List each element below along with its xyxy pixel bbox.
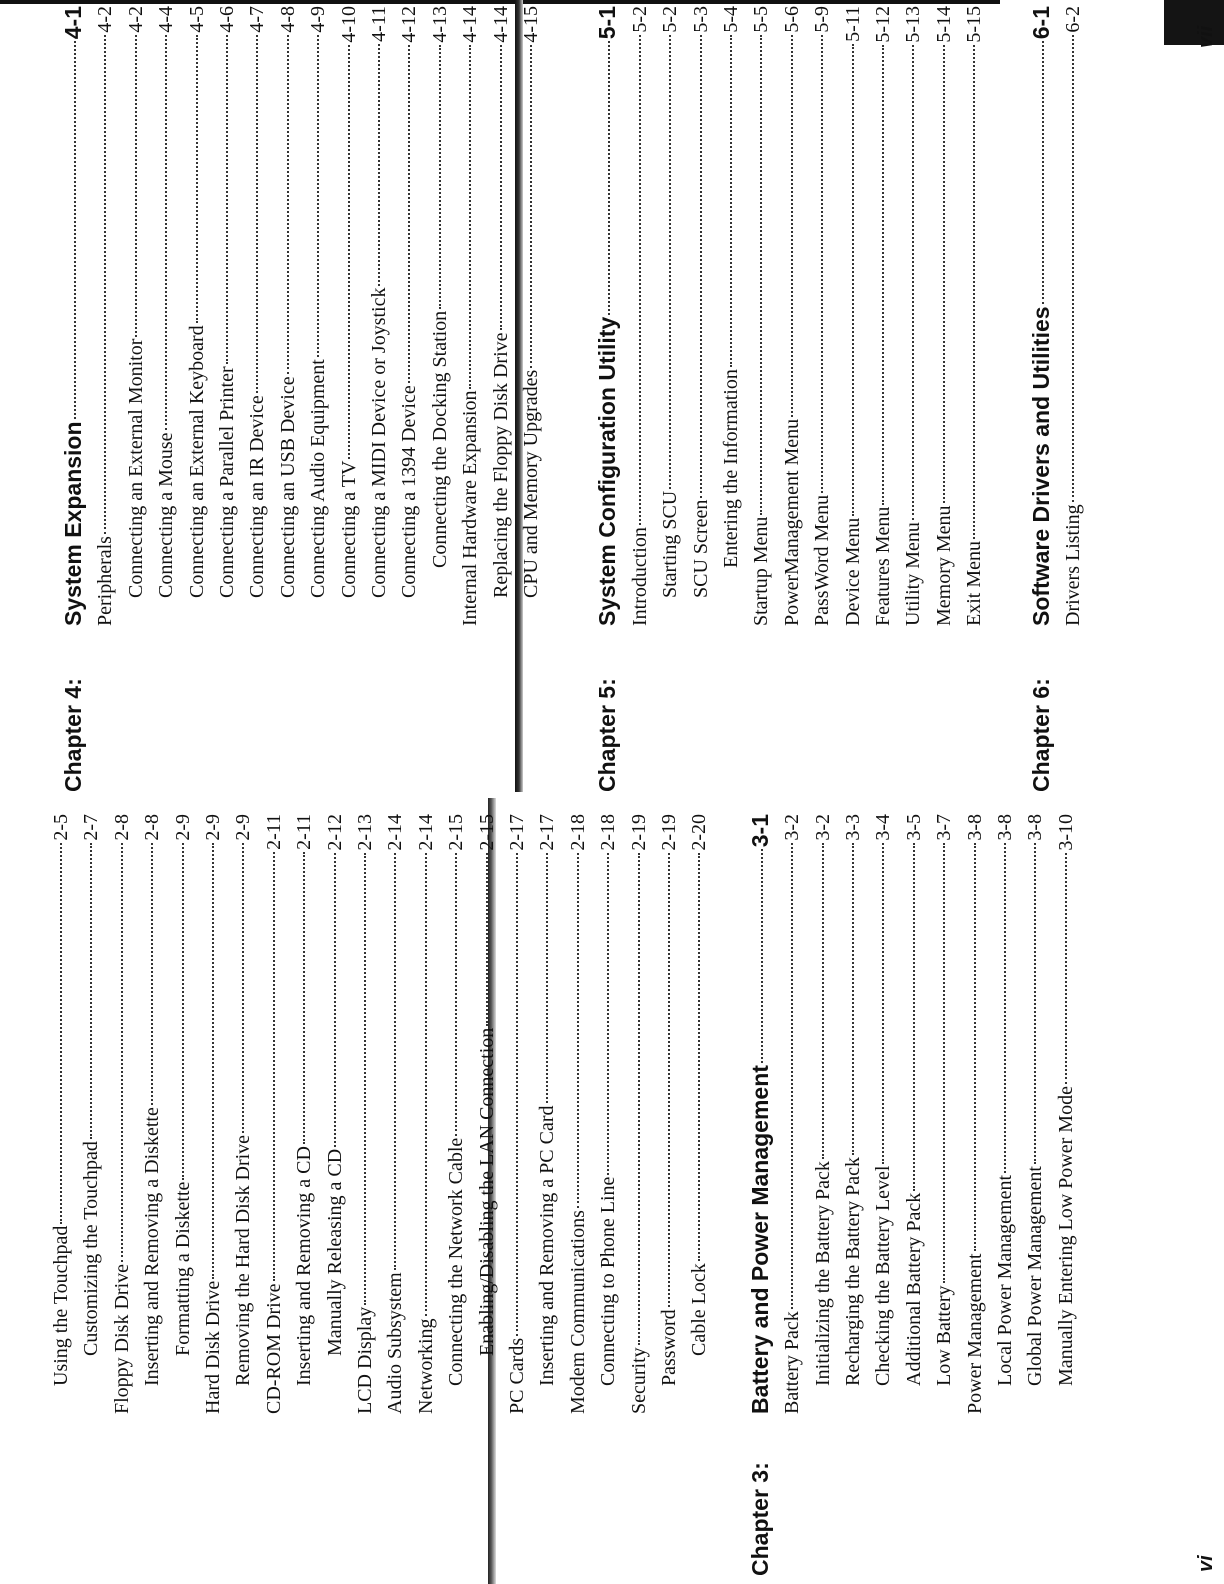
toc-page-number: 4-6 (216, 6, 238, 33)
toc-page-number: 2-17 (536, 814, 559, 851)
toc-entry (182, 6, 212, 598)
toc-page-number: 6-2 (1062, 6, 1084, 33)
dot-leader (74, 41, 76, 419)
dot-leader (242, 843, 244, 1133)
dot-leader (439, 45, 441, 309)
dot-leader (668, 853, 670, 1308)
dot-leader (530, 45, 532, 368)
toc-chapter-entry (745, 814, 775, 1414)
toc-entry-title: Power Management (963, 1253, 986, 1414)
toc-entry (655, 6, 685, 598)
dot-leader (287, 35, 289, 375)
dot-leader (1034, 843, 1036, 1164)
toc-page-number: 3-3 (842, 814, 864, 841)
toc-page-number: 3-8 (963, 814, 986, 841)
dot-leader (882, 45, 884, 505)
toc-entry-title: Enabling/Disabling the LAN Connection (475, 1027, 498, 1356)
toc-entry (289, 814, 319, 1386)
dot-leader (151, 843, 153, 1106)
chapter-label: Chapter 3: (746, 1462, 773, 1576)
toc-entry-title: Connecting the Network Cable (445, 1137, 468, 1386)
toc-entry-title: System Expansion (60, 421, 86, 626)
chapter-label: Chapter 5: (594, 678, 621, 792)
toc-page-number: 4-4 (155, 6, 178, 33)
toc-page-number: 3-4 (872, 814, 895, 841)
toc-entry (107, 814, 137, 1414)
toc-page-number: 3-10 (1054, 814, 1077, 851)
dot-leader (425, 853, 427, 1317)
toc-page-number: 2-20 (688, 814, 711, 851)
dot-leader (408, 45, 410, 384)
toc-entry-title: Initializing the Battery Pack (811, 1161, 834, 1386)
toc-entry (76, 814, 106, 1356)
dot-leader (516, 853, 518, 1336)
toc-entry (303, 6, 333, 598)
toc-entry (168, 814, 198, 1356)
toc-page-number: 5-14 (932, 6, 955, 43)
toc-page-number: 5-3 (689, 6, 712, 33)
dot-leader (943, 45, 945, 504)
dot-leader (577, 853, 579, 1208)
toc-entry-title: Connecting an External Keyboard (185, 325, 208, 598)
toc-page-number: 2-18 (597, 814, 620, 851)
toc-page-number: 2-8 (141, 814, 164, 841)
toc-entry (46, 814, 76, 1386)
dot-leader (821, 35, 823, 493)
toc-entry (868, 6, 898, 626)
dot-leader (469, 45, 471, 389)
dot-leader (196, 35, 198, 324)
toc-entry-title: Entering the Information (720, 369, 742, 568)
dot-leader (121, 843, 123, 1262)
dot-leader (165, 35, 167, 431)
toc-entry (777, 814, 807, 1414)
toc-entry-title: Local Power Management (994, 1174, 1016, 1386)
toc-entry (137, 814, 167, 1386)
toc-entry-title: Hard Disk Drive (202, 1280, 224, 1414)
toc-entry-title: Low Battery (933, 1285, 956, 1386)
toc-entry (364, 6, 394, 598)
toc-entry (899, 814, 929, 1386)
toc-entry (472, 814, 502, 1356)
toc-page-number: 5-9 (811, 6, 834, 33)
toc-entry-title: Memory Menu (932, 505, 955, 626)
toc-entry (486, 6, 516, 598)
dot-leader (912, 45, 914, 520)
dot-leader (182, 843, 184, 1180)
dot-leader (760, 35, 762, 515)
toc-entry-title: Connecting to Phone Line (597, 1176, 620, 1386)
toc-entry (90, 6, 120, 626)
dot-leader (273, 852, 275, 1282)
toc-entry-title: Additional Battery Pack (902, 1192, 925, 1386)
toc-entry-title: Removing the Hard Disk Drive (232, 1134, 255, 1386)
toc-page-number: 4-14 (489, 6, 512, 43)
dot-leader (607, 853, 609, 1175)
toc-page-number: 3-2 (811, 814, 834, 841)
toc-page-number: 2-14 (384, 814, 407, 851)
dot-leader (394, 853, 396, 1271)
toc-page-number: 4-8 (276, 6, 299, 33)
dot-leader (546, 853, 548, 1104)
toc-page-number: 3-7 (933, 814, 956, 841)
toc-page-number: 2-9 (202, 814, 224, 841)
dot-leader (638, 853, 640, 1346)
toc-entry (455, 6, 485, 626)
dot-leader (60, 843, 62, 1224)
toc-entry-title: Global Power Management (1024, 1166, 1047, 1386)
toc-entry-title: Security (627, 1347, 650, 1414)
toc-page-number: 5-2 (659, 6, 682, 33)
toc-entry (394, 6, 424, 598)
toc-entry (959, 6, 989, 626)
toc-page-number: 4-13 (428, 6, 451, 43)
toc-page-number: 5-11 (841, 6, 864, 42)
toc-entry (777, 6, 807, 626)
toc-page-number: 5-1 (594, 6, 621, 40)
toc-entry (960, 814, 990, 1414)
toc-entry (593, 814, 623, 1386)
toc-entry (121, 6, 151, 598)
toc-page-number: 3-1 (746, 814, 773, 848)
toc-entry-title: Connecting a 1394 Device (398, 385, 421, 598)
chapter-label: Chapter 6: (1027, 678, 1054, 792)
toc-entry (990, 814, 1020, 1386)
toc-entry-title: Inserting and Removing a Diskette (141, 1107, 164, 1386)
toc-entry-title: Starting SCU (659, 490, 682, 598)
dot-leader (852, 843, 854, 1155)
toc-entry-title: Connecting an External Monitor (124, 338, 147, 598)
dot-leader (791, 35, 793, 417)
toc-page-number: 2-19 (627, 814, 650, 851)
toc-entry-title: Exit Menu (963, 541, 986, 626)
toc-page-number: 5-4 (720, 6, 742, 33)
toc-entry (684, 814, 714, 1356)
toc-entry-title: Replacing the Floppy Disk Drive (489, 332, 512, 598)
toc-page-number: 5-15 (963, 6, 986, 43)
dot-leader (378, 44, 380, 286)
dot-leader (486, 853, 488, 1026)
toc-entry-title: SCU Screen (689, 499, 712, 598)
toc-entry-title: Connecting a MIDI Device or Joystick (368, 287, 390, 598)
toc-page-number: 2-14 (414, 814, 437, 851)
dot-leader (500, 45, 502, 331)
toc-page-number: 5-12 (872, 6, 894, 43)
dot-leader (303, 852, 305, 1144)
toc-entry (516, 6, 546, 598)
toc-entry-title: PassWord Menu (811, 494, 834, 626)
toc-entry (502, 814, 532, 1414)
dot-leader (226, 35, 228, 365)
dot-leader (348, 45, 350, 459)
toc-entry (334, 6, 364, 598)
dot-leader (317, 35, 319, 357)
toc-entry (151, 6, 181, 598)
dot-leader (698, 853, 700, 1262)
toc-entry (1020, 814, 1050, 1386)
toc-entry (868, 814, 898, 1386)
toc-page-number: 2-13 (354, 814, 376, 851)
toc-entry (212, 6, 242, 598)
dot-leader (90, 843, 92, 1139)
dot-leader (822, 843, 824, 1159)
dot-leader (455, 853, 457, 1136)
toc-entry-title: Connecting a Mouse (155, 432, 178, 598)
toc-entry (273, 6, 303, 598)
dot-leader (943, 843, 945, 1284)
dot-leader (256, 35, 258, 394)
toc-page-number: 2-15 (445, 814, 468, 851)
toc-entry-title: Internal Hardware Expansion (459, 390, 482, 626)
toc-page-number: 4-11 (368, 6, 390, 42)
toc-entry (242, 6, 272, 598)
toc-entry-title: Startup Menu (750, 516, 773, 626)
toc-page-number: 3-2 (781, 814, 804, 841)
dot-leader (730, 35, 732, 368)
toc-entry (380, 814, 410, 1414)
toc-entry-title: Connecting the Docking Station (428, 310, 451, 568)
toc-page-number: 2-18 (566, 814, 589, 851)
toc-entry-title: Connecting an IR Device (246, 395, 269, 598)
toc-page-number: 3-8 (994, 814, 1016, 841)
chapter-label: Chapter 4: (60, 678, 86, 792)
toc-entry (898, 6, 928, 626)
toc-entry-title: LCD Display (354, 1306, 376, 1414)
page-number-left: vi (1195, 1555, 1217, 1572)
toc-entry-title: Inserting and Removing a CD (293, 1146, 316, 1386)
toc-entry (624, 814, 654, 1414)
page-number-right: vii (1195, 25, 1217, 48)
toc-entry (838, 814, 868, 1386)
toc-entry (929, 6, 959, 626)
toc-entry (808, 814, 838, 1386)
toc-page-number: 2-12 (323, 814, 346, 851)
toc-entry-title: Networking (414, 1318, 437, 1414)
toc-entry-title: Battery and Power Management (746, 1065, 773, 1414)
toc-page-number: 2-7 (80, 814, 103, 841)
toc-entry (838, 6, 868, 626)
dot-leader (1065, 853, 1067, 1084)
toc-entry (716, 6, 746, 568)
toc-page-number: 2-8 (110, 814, 133, 841)
toc-entry (746, 6, 776, 626)
toc-chapter-entry (58, 6, 88, 626)
toc-page-number: 3-5 (902, 814, 925, 841)
toc-entry-title: Floppy Disk Drive (110, 1264, 133, 1414)
dot-leader (913, 843, 915, 1191)
toc-entry-title: Battery Pack (781, 1311, 804, 1414)
toc-page-number: 4-14 (459, 6, 482, 43)
toc-page-number: 6-1 (1027, 6, 1054, 40)
toc-entry (320, 814, 350, 1356)
toc-entry-title: Software Drivers and Utilities (1027, 306, 1054, 626)
toc-entry (228, 814, 258, 1386)
toc-page-number: 4-2 (124, 6, 147, 33)
toc-entry-title: Features Menu (872, 506, 894, 626)
dot-leader (761, 849, 763, 1063)
toc-page-number: 2-9 (171, 814, 194, 841)
toc-entry (425, 6, 455, 568)
toc-chapter-entry (592, 6, 622, 626)
toc-page-number: 2-5 (50, 814, 72, 841)
dot-leader (364, 853, 366, 1305)
toc-page-number: 3-8 (1024, 814, 1047, 841)
dot-leader (212, 843, 214, 1279)
toc-entry (929, 814, 959, 1386)
toc-page-number: 2-11 (293, 814, 316, 850)
toc-entry (625, 6, 655, 626)
toc-page-number: 5-13 (902, 6, 925, 43)
toc-entry-title: CD-ROM Drive (262, 1283, 285, 1414)
toc-entry-title: Audio Subsystem (384, 1272, 407, 1414)
toc-entry (259, 814, 289, 1414)
toc-chapter-entry (1026, 6, 1056, 626)
toc-entry-title: Connecting an USB Device (276, 376, 299, 598)
toc-page-number: 4-15 (520, 6, 542, 43)
toc-entry-title: System Configuration Utility (594, 316, 621, 626)
toc-entry (198, 814, 228, 1414)
toc-entry (563, 814, 593, 1414)
toc-entry (654, 814, 684, 1386)
toc-entry-title: Drivers Listing (1062, 504, 1084, 626)
toc-entry (532, 814, 562, 1386)
dot-leader (104, 35, 106, 534)
toc-page-number: 2-9 (232, 814, 255, 841)
dot-leader (639, 35, 641, 525)
dot-leader (1072, 35, 1074, 503)
dot-leader (1004, 843, 1006, 1173)
toc-page-number: 5-6 (780, 6, 803, 33)
toc-page-number: 2-17 (506, 814, 528, 851)
toc-entry (686, 6, 716, 598)
toc-entry-title: Peripherals (94, 536, 117, 626)
toc-entry-title: PC Cards (506, 1337, 528, 1414)
dot-leader (882, 843, 884, 1164)
toc-page-number: 2-19 (658, 814, 680, 851)
toc-entry-title: Modem Communications (566, 1210, 589, 1414)
toc-entry-title: Checking the Battery Level (872, 1165, 895, 1386)
toc-entry (1058, 6, 1088, 626)
toc-page-number: 5-5 (750, 6, 773, 33)
toc-entry-title: Utility Menu (902, 522, 925, 626)
toc-page-number: 4-12 (398, 6, 421, 43)
toc-entry-title: Password (658, 1309, 680, 1386)
dot-leader (334, 853, 336, 1147)
dot-leader (791, 843, 793, 1310)
dot-leader (852, 44, 854, 516)
dot-leader (1042, 41, 1044, 304)
toc-entry-title: Inserting and Removing a PC Card (536, 1105, 559, 1386)
toc-entry-title: CPU and Memory Upgrades (520, 369, 542, 598)
toc-entry-title: Formatting a Diskette (171, 1181, 194, 1356)
toc-page-number: 4-1 (60, 6, 86, 40)
toc-entry-title: Recharging the Battery Pack (842, 1156, 864, 1386)
dot-leader (608, 41, 610, 315)
toc-page-number: 4-2 (94, 6, 117, 33)
toc-page-number: 2-11 (262, 814, 285, 850)
toc-entry-title: Connecting a TV (337, 460, 360, 598)
toc-entry-title: Cable Lock (688, 1263, 711, 1356)
toc-entry-title: Manually Entering Low Power Mode (1054, 1086, 1077, 1386)
toc-entry-title: Device Menu (841, 517, 864, 626)
toc-entry-title: Connecting Audio Equipment (307, 359, 330, 598)
dot-leader (974, 843, 976, 1252)
toc-entry-title: PowerManagement Menu (780, 418, 803, 626)
toc-entry (807, 6, 837, 626)
toc-entry-title: Introduction (628, 527, 651, 626)
toc-entry (411, 814, 441, 1414)
dot-leader (973, 45, 975, 539)
toc-page-number: 4-5 (185, 6, 208, 33)
toc-entry-title: Connecting a Parallel Printer (216, 366, 238, 598)
toc-page-number: 4-10 (337, 6, 360, 43)
dot-leader (135, 35, 137, 337)
toc-entry (441, 814, 471, 1386)
toc-page-number: 5-2 (628, 6, 651, 33)
toc-page-number: 2-15 (475, 814, 498, 851)
toc-entry (1051, 814, 1081, 1386)
toc-entry (350, 814, 380, 1414)
toc-page-number: 4-7 (246, 6, 269, 33)
toc-entry-title: Manually Releasing a CD (323, 1148, 346, 1356)
dot-leader (700, 35, 702, 498)
dot-leader (669, 35, 671, 489)
toc-entry-title: Using the Touchpad (50, 1225, 72, 1386)
toc-entry-title: Customizing the Touchpad (80, 1141, 103, 1356)
toc-page-number: 4-9 (307, 6, 330, 33)
